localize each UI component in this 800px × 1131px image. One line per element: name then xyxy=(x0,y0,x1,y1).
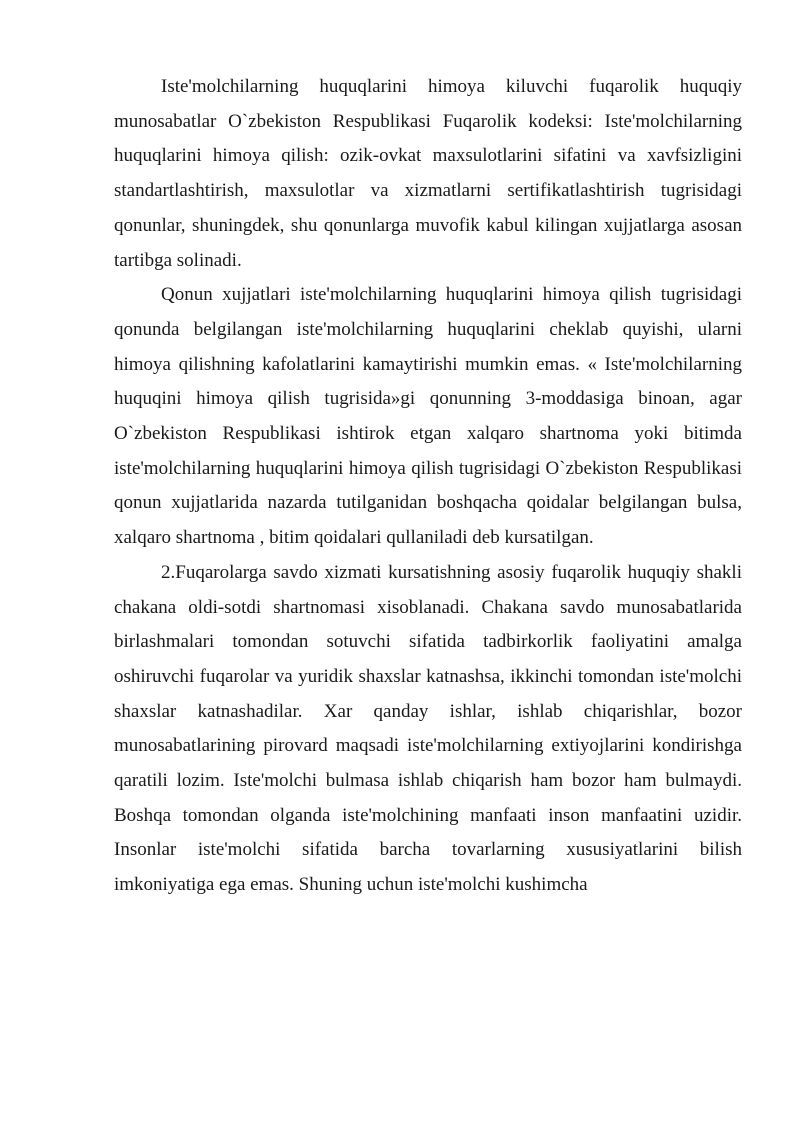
paragraph-2: Qonun xujjatlari iste'molchilarning huquqlarini himoya qilish tugrisidagi qonunda belgilangan iste'molchilarning huquqlarini cheklab quyishi, ularni himoya qilishning kafolatlarini kamaytirishi mumkin emas. « Iste'molchilarning huquqini himoya qilish tugrisida»gi qonunning 3-moddasiga binoan, agar O`zbekiston Respublikasi ishtirok etgan xalqaro shartnoma yoki bitimda iste'molchilarning huquqlarini himoya qilish tugrisidagi O`zbekiston Respublikasi qonun xujjatlarida nazarda tutilganidan boshqacha qoidalar belgilangan bulsa, xalqaro shartnoma , bitim qoidalari qullaniladi deb kursatilgan. xyxy=(114,284,742,549)
document-page xyxy=(114,70,742,903)
paragraph-3: 2.Fuqarolarga savdo xizmati kursatishning asosiy fuqarolik huquqiy shakli chakana oldi-sotdi shartnomasi xisoblanadi. Chakana savdo munosabatlarida birlashmalari tomondan sotuvchi sifatida tadbirkorlik faoliyatini amalga oshiruvchi fuqarolar va yuridik shaxslar katnashsa, ikkinchi tomondan iste'molchi shaxslar katnashadilar. Xar qanday ishlar, ishlab chiqarishlar, bozor munosabatlarining pirovard maqsadi iste'molchilarning extiyojlarini kondirishga qaratili lozim. Iste'molchi bulmasa ishlab chiqarish ham bozor ham bulmaydi. Boshqa tomondan olganda iste'molchining manfaati inson manfaatini uzidir. Insonlar iste'molchi sifatida barcha tovarlarning xususiyatlarini bilish imkoniyatiga ega emas. Shuning uchun iste'molchi kushimcha xyxy=(114,561,742,896)
paragraph-1: Iste'molchilarning huquqlarini himoya kiluvchi fuqarolik huquqiy munosabatlar O`zbekiston Respublikasi Fuqarolik kodeksi: Iste'molchilarning huquqlarini himoya qilish: ozik-ovkat maxsulotlarini sifatini va xavfsizligini standartlashtirish, maxsulotlar va xizmatlarni sertifikatlashtirish tugrisidagi qonunlar, shuningdek, shu qonunlarga muvofik kabul kilingan xujjatlarga asosan tartibga solinadi. xyxy=(114,76,742,271)
